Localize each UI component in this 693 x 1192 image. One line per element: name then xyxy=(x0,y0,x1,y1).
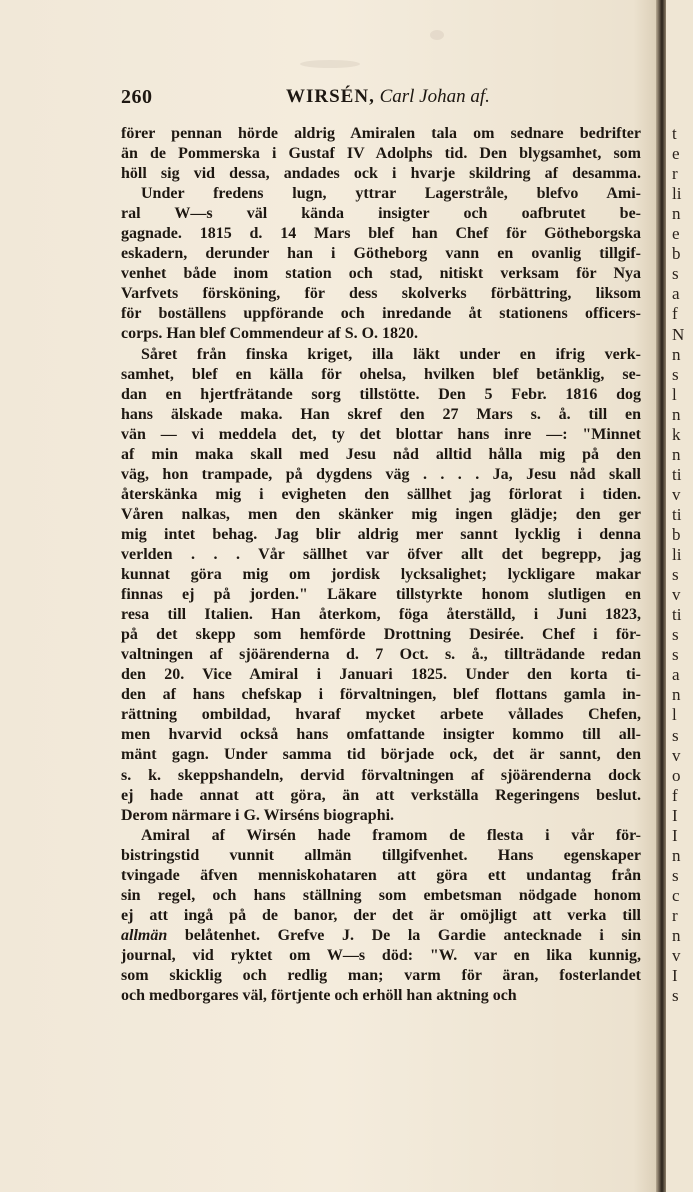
text-line: venhet både inom station och stad, nitiskt verksam för Nya xyxy=(121,265,641,283)
book-gutter xyxy=(656,0,666,1192)
text-line: Såret från finska kriget, illa läkt under en ifrig verk- xyxy=(141,345,641,363)
facing-page-fragment: r xyxy=(672,905,678,925)
facing-page-fragment: s xyxy=(672,865,679,885)
facing-page-fragment: I xyxy=(672,966,678,986)
facing-page-fragment: f xyxy=(672,785,678,805)
facing-page-fragment: v xyxy=(672,745,681,765)
text-line: kunnat göra mig om jordisk lycksalighet; lyckligare makar xyxy=(121,566,641,584)
facing-page-fragment: n xyxy=(672,344,681,364)
facing-page-fragment: n xyxy=(672,444,681,464)
facing-page-fragment: ti xyxy=(672,464,682,484)
text-line: som skicklig och redlig man; varm för äran, fosterlandet xyxy=(121,966,641,984)
facing-page-fragment: I xyxy=(672,825,678,845)
facing-page-fragment: v xyxy=(672,484,681,504)
running-head-given-names: Carl Johan af. xyxy=(379,86,490,107)
text-line: valtningen af sjöärenderna d. 7 Oct. s. å., tillträdande redan xyxy=(121,646,641,664)
text-line: mänt gagn. Under samma tid började ock, det är sannt, den xyxy=(121,746,641,764)
text-line: af min maka skall med Jesu nåd alltid hålla mig på den xyxy=(121,445,641,463)
text-line: Amiral af Wirsén hade framom de flesta i vår för- xyxy=(141,826,641,844)
facing-page-fragment: s xyxy=(672,625,679,645)
body-text xyxy=(121,124,641,1006)
text-line: ej hade annat att göra, än att verkställa Regeringens beslut. xyxy=(121,786,641,804)
text-line: sin regel, och hans ställning som embetsman nödgade honom xyxy=(121,886,641,904)
facing-page-fragment: s xyxy=(672,645,679,665)
page-header xyxy=(0,86,660,116)
text-line: Under fredens lugn, yttrar Lagerstråle, blefvo Ami- xyxy=(141,185,641,203)
facing-page-fragment: f xyxy=(672,304,678,324)
text-line: men hvarvid också hans omfattande insigter kommo till all- xyxy=(121,726,641,744)
facing-page-fragment: e xyxy=(672,144,680,164)
facing-page-fragment: li xyxy=(672,545,682,565)
text-line: för boställens uppförande och inredande åt stationens officers- xyxy=(121,305,641,323)
text-line: eskadern, derunder han i Götheborg vann en ovanlig tillgif- xyxy=(121,245,641,263)
facing-page-fragment: c xyxy=(672,885,680,905)
text-line: mig intet behag. Jag blir aldrig mer sannt lycklig i denna xyxy=(121,525,641,543)
facing-page-edge xyxy=(666,0,693,1192)
text-line: ej att ingå på de banor, der det är omöjligt att verka till xyxy=(121,906,641,924)
facing-page-fragment: o xyxy=(672,765,681,785)
facing-page-fragment: ti xyxy=(672,605,682,625)
italic-word: allmän xyxy=(121,926,168,944)
facing-page-fragment: N xyxy=(672,324,685,344)
facing-page-fragment: s xyxy=(672,264,679,284)
text-line: på det skepp som hemförde Drottning Desirée. Chef i för- xyxy=(121,626,641,644)
text-line: allmän belåtenhet. Grefve J. De la Gardie antecknade i sin xyxy=(121,926,641,944)
text-line: resa till Italien. Han återkom, föga återställd, i Juni 1823, xyxy=(121,606,641,624)
facing-page-fragment: a xyxy=(672,284,680,304)
page-number: 260 xyxy=(121,86,153,108)
facing-page-fragment: l xyxy=(672,705,677,725)
facing-page-fragment: l xyxy=(672,384,677,404)
facing-page-fragment: n xyxy=(672,404,681,424)
text-line: Våren nalkas, men den skänker mig ingen glädje; den ger xyxy=(121,505,641,523)
facing-page-fragment: b xyxy=(672,525,681,544)
text-line: vän — vi meddela det, ty det blottar hans inre —: "Minnet xyxy=(121,425,641,443)
text-line: väg, hon trampade, på dygdens väg . . . . Ja, Jesu nåd skall xyxy=(121,465,641,483)
text-line: bistringstid vunnit allmän tillgifvenhet. Hans egenskaper xyxy=(121,846,641,864)
facing-page-fragment: a xyxy=(672,665,680,685)
text-line: samhet, blef en källa för ohelsa, hvilken blef betänklig, se- xyxy=(121,365,641,383)
facing-page-fragment: s xyxy=(672,725,679,745)
facing-page-fragment: s xyxy=(672,986,679,1006)
text-line: än de Pommerska i Gustaf IV Adolphs tid. Den blygsamhet, som xyxy=(121,145,641,163)
text-line: och medborgares väl, förtjente och erhöll han aktning och xyxy=(121,987,517,1005)
text-line: rättning ombildad, hvaraf mycket arbete vållades Chefen, xyxy=(121,706,641,724)
running-head xyxy=(286,86,490,108)
text-line: s. k. skeppshandeln, dervid förvaltningen af sjöärenderna dock xyxy=(121,766,641,784)
text-line: återskänka mig i evigheten den sällhet jag förlorat i tiden. xyxy=(121,485,641,503)
text-line: verlden . . . Vår sällhet var öfver allt det begrepp, jag xyxy=(121,545,641,563)
text-line: dan en hjertfrätande sorg tillstötte. Den 5 Febr. 1816 dog xyxy=(121,385,641,403)
facing-page-fragment: n xyxy=(672,204,681,224)
facing-page-fragment: n xyxy=(672,926,681,945)
text-line: corps. Han blef Commendeur af S. O. 1820. xyxy=(121,325,419,343)
text-line: journal, vid ryktet om W—s död: "W. var en lika kunnig, xyxy=(121,946,641,964)
text-line: den af hans chefskap i förvaltningen, blef flottans gamla in- xyxy=(121,686,641,704)
facing-page-fragment: n xyxy=(672,845,681,865)
paper-stain xyxy=(430,30,444,40)
facing-page-fragment: s xyxy=(672,565,679,585)
facing-page-fragment: r xyxy=(672,164,678,184)
facing-page-fragment: I xyxy=(672,805,678,825)
facing-page-fragment: s xyxy=(672,364,679,384)
facing-page-fragment: ti xyxy=(672,504,682,524)
facing-page-fragment: v xyxy=(672,946,681,966)
facing-page-fragment: k xyxy=(672,424,681,444)
text-line: tvingade äfven menniskohataren att göra ett undantag från xyxy=(121,866,641,884)
text-line: Varfvets försköning, för dess skolverks förbättring, liksom xyxy=(121,285,641,303)
running-head-surname: WIRSÉN, xyxy=(286,86,375,107)
text-line: hans älskade maka. Han skref den 27 Mars s. å. till en xyxy=(121,405,641,423)
text-line: höll sig vid dessa, andades ock i hvarje skildring af desamma. xyxy=(121,165,641,183)
text-line: den 20. Vice Amiral i Januari 1825. Under den korta ti- xyxy=(121,666,641,684)
text-line: ral W—s väl kända insigter och oafbrutet be- xyxy=(121,205,641,223)
facing-page-fragment: li xyxy=(672,184,682,204)
text-line: finnas ej på jorden." Läkare tillstyrkte honom slutligen en xyxy=(121,586,641,604)
text-line: Derom närmare i G. Wirséns biographi. xyxy=(121,806,395,824)
text-line: förer pennan hörde aldrig Amiralen tala om sednare bedrifter xyxy=(121,125,641,142)
facing-page-fragment: t xyxy=(672,124,677,143)
facing-page-fragment: b xyxy=(672,244,681,264)
facing-page-fragment: e xyxy=(672,224,680,244)
paper-stain xyxy=(300,60,360,68)
facing-page-fragment: v xyxy=(672,585,681,605)
text-line: gagnade. 1815 d. 14 Mars blef han Chef för Götheborgska xyxy=(121,225,641,243)
facing-page-fragment: n xyxy=(672,685,681,705)
